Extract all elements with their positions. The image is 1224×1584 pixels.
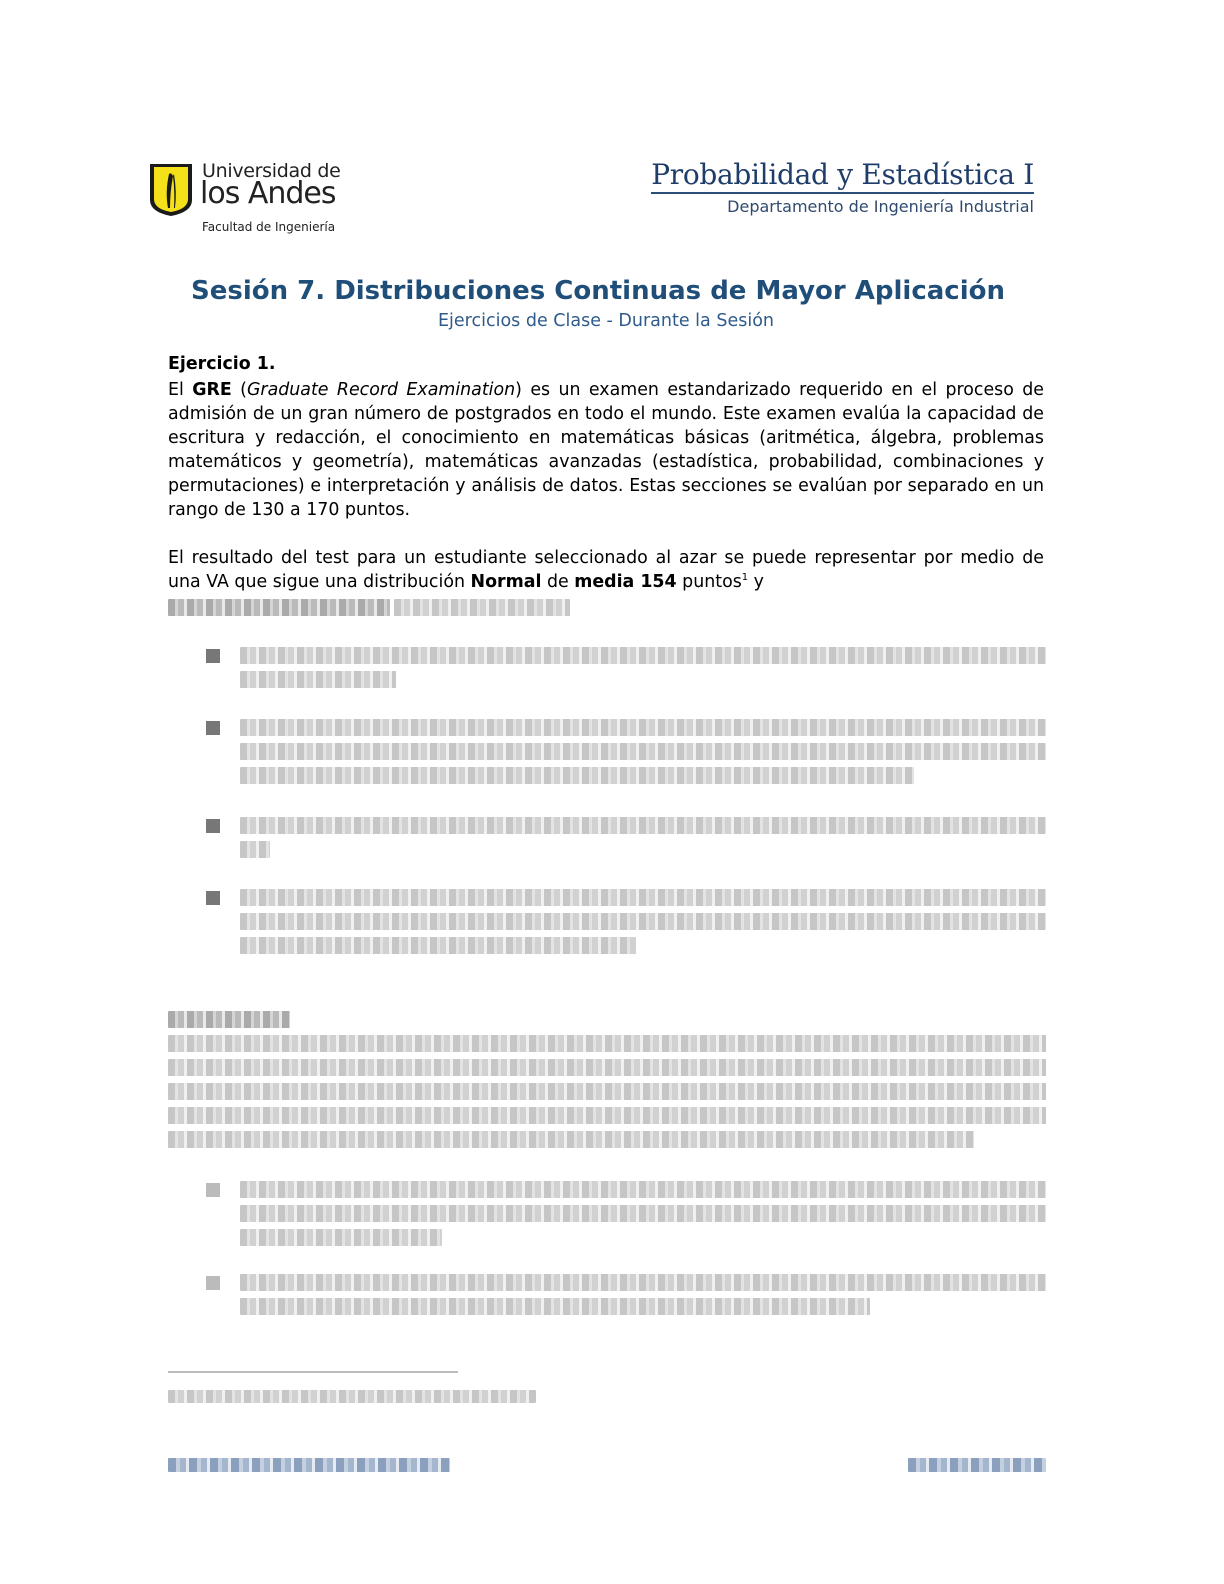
mean-term: media 154 [574,572,677,592]
obscured-list-marker [206,891,220,905]
text: puntos [676,572,742,592]
faculty-name: Facultad de Ingeniería [202,220,336,234]
obscured-list-marker [206,1276,220,1290]
obscured-text [240,671,396,688]
text: El [168,380,193,400]
exercise-1-heading: Ejercicio 1. [168,354,276,374]
gre-term: GRE [192,380,232,400]
gre-full-name: Graduate Record Examination [246,380,516,400]
obscured-text [168,599,390,616]
obscured-text [240,841,270,858]
obscured-page-number [908,1458,1046,1472]
exercise-1-paragraph-1 [168,378,1044,522]
obscured-text [394,599,570,616]
obscured-heading [168,1011,290,1028]
obscured-text [240,889,1046,906]
obscured-text [240,1205,1046,1222]
obscured-text [240,1298,870,1315]
footnote-separator [168,1371,458,1373]
obscured-footnote [168,1390,536,1403]
page-subtitle: Ejercicios de Clase - Durante la Sesión [438,311,774,331]
obscured-text [240,767,914,784]
shield-icon [148,162,194,218]
obscured-text [240,743,1046,760]
obscured-text [240,647,1046,664]
text: y [748,572,764,592]
obscured-text [240,913,1046,930]
obscured-list-marker [206,721,220,735]
obscured-text [240,1274,1046,1291]
obscured-list-marker [206,649,220,663]
obscured-text [168,1059,1046,1076]
department-name: Departamento de Ingeniería Industrial [727,196,1034,216]
obscured-text [240,719,1046,736]
footnote-reference[interactable]: 1 [741,572,749,584]
exercise-1-paragraph-2 [168,546,1044,594]
obscured-text [240,1181,1046,1198]
course-title: Probabilidad y Estadística I [651,158,1034,194]
obscured-text [168,1083,1046,1100]
text: de [541,572,575,592]
normal-term: Normal [470,572,542,592]
obscured-text [240,1229,442,1246]
obscured-text [168,1035,1046,1052]
text: ( [231,380,247,400]
obscured-list-marker [206,1183,220,1197]
page-title: Sesión 7. Distribuciones Continuas de Mayor Aplicación [191,276,1005,306]
obscured-footer-left [168,1458,450,1472]
university-name-line2: los Andes [200,176,336,211]
text: El resultado del test para un estudiante seleccionado al azar se puede representar por medio de una VA que sigue una distribución [168,548,1044,592]
obscured-text [168,1107,1046,1124]
text: ) es un examen estandarizado requerido en el proceso de admisión de un gran número de postgrados en todo el mundo. Este examen evalúa la capacidad de escritura y redacción, el conocimiento en matemáticas básicas (aritmética, álgebra, problemas matemáticos y geometría), matemáticas avanzadas (estadística, probabilidad, combinaciones y permutaciones) e interpretación y análisis de datos. Estas secciones se evalúan por separado en un rango de 130 a 170 puntos. [168,380,1044,520]
obscured-list-marker [206,819,220,833]
obscured-text [168,1131,974,1148]
university-logo [148,160,341,238]
obscured-text [240,937,636,954]
obscured-text [240,817,1046,834]
university-name-line1: Universidad de [202,160,341,182]
course-header [651,158,1034,216]
